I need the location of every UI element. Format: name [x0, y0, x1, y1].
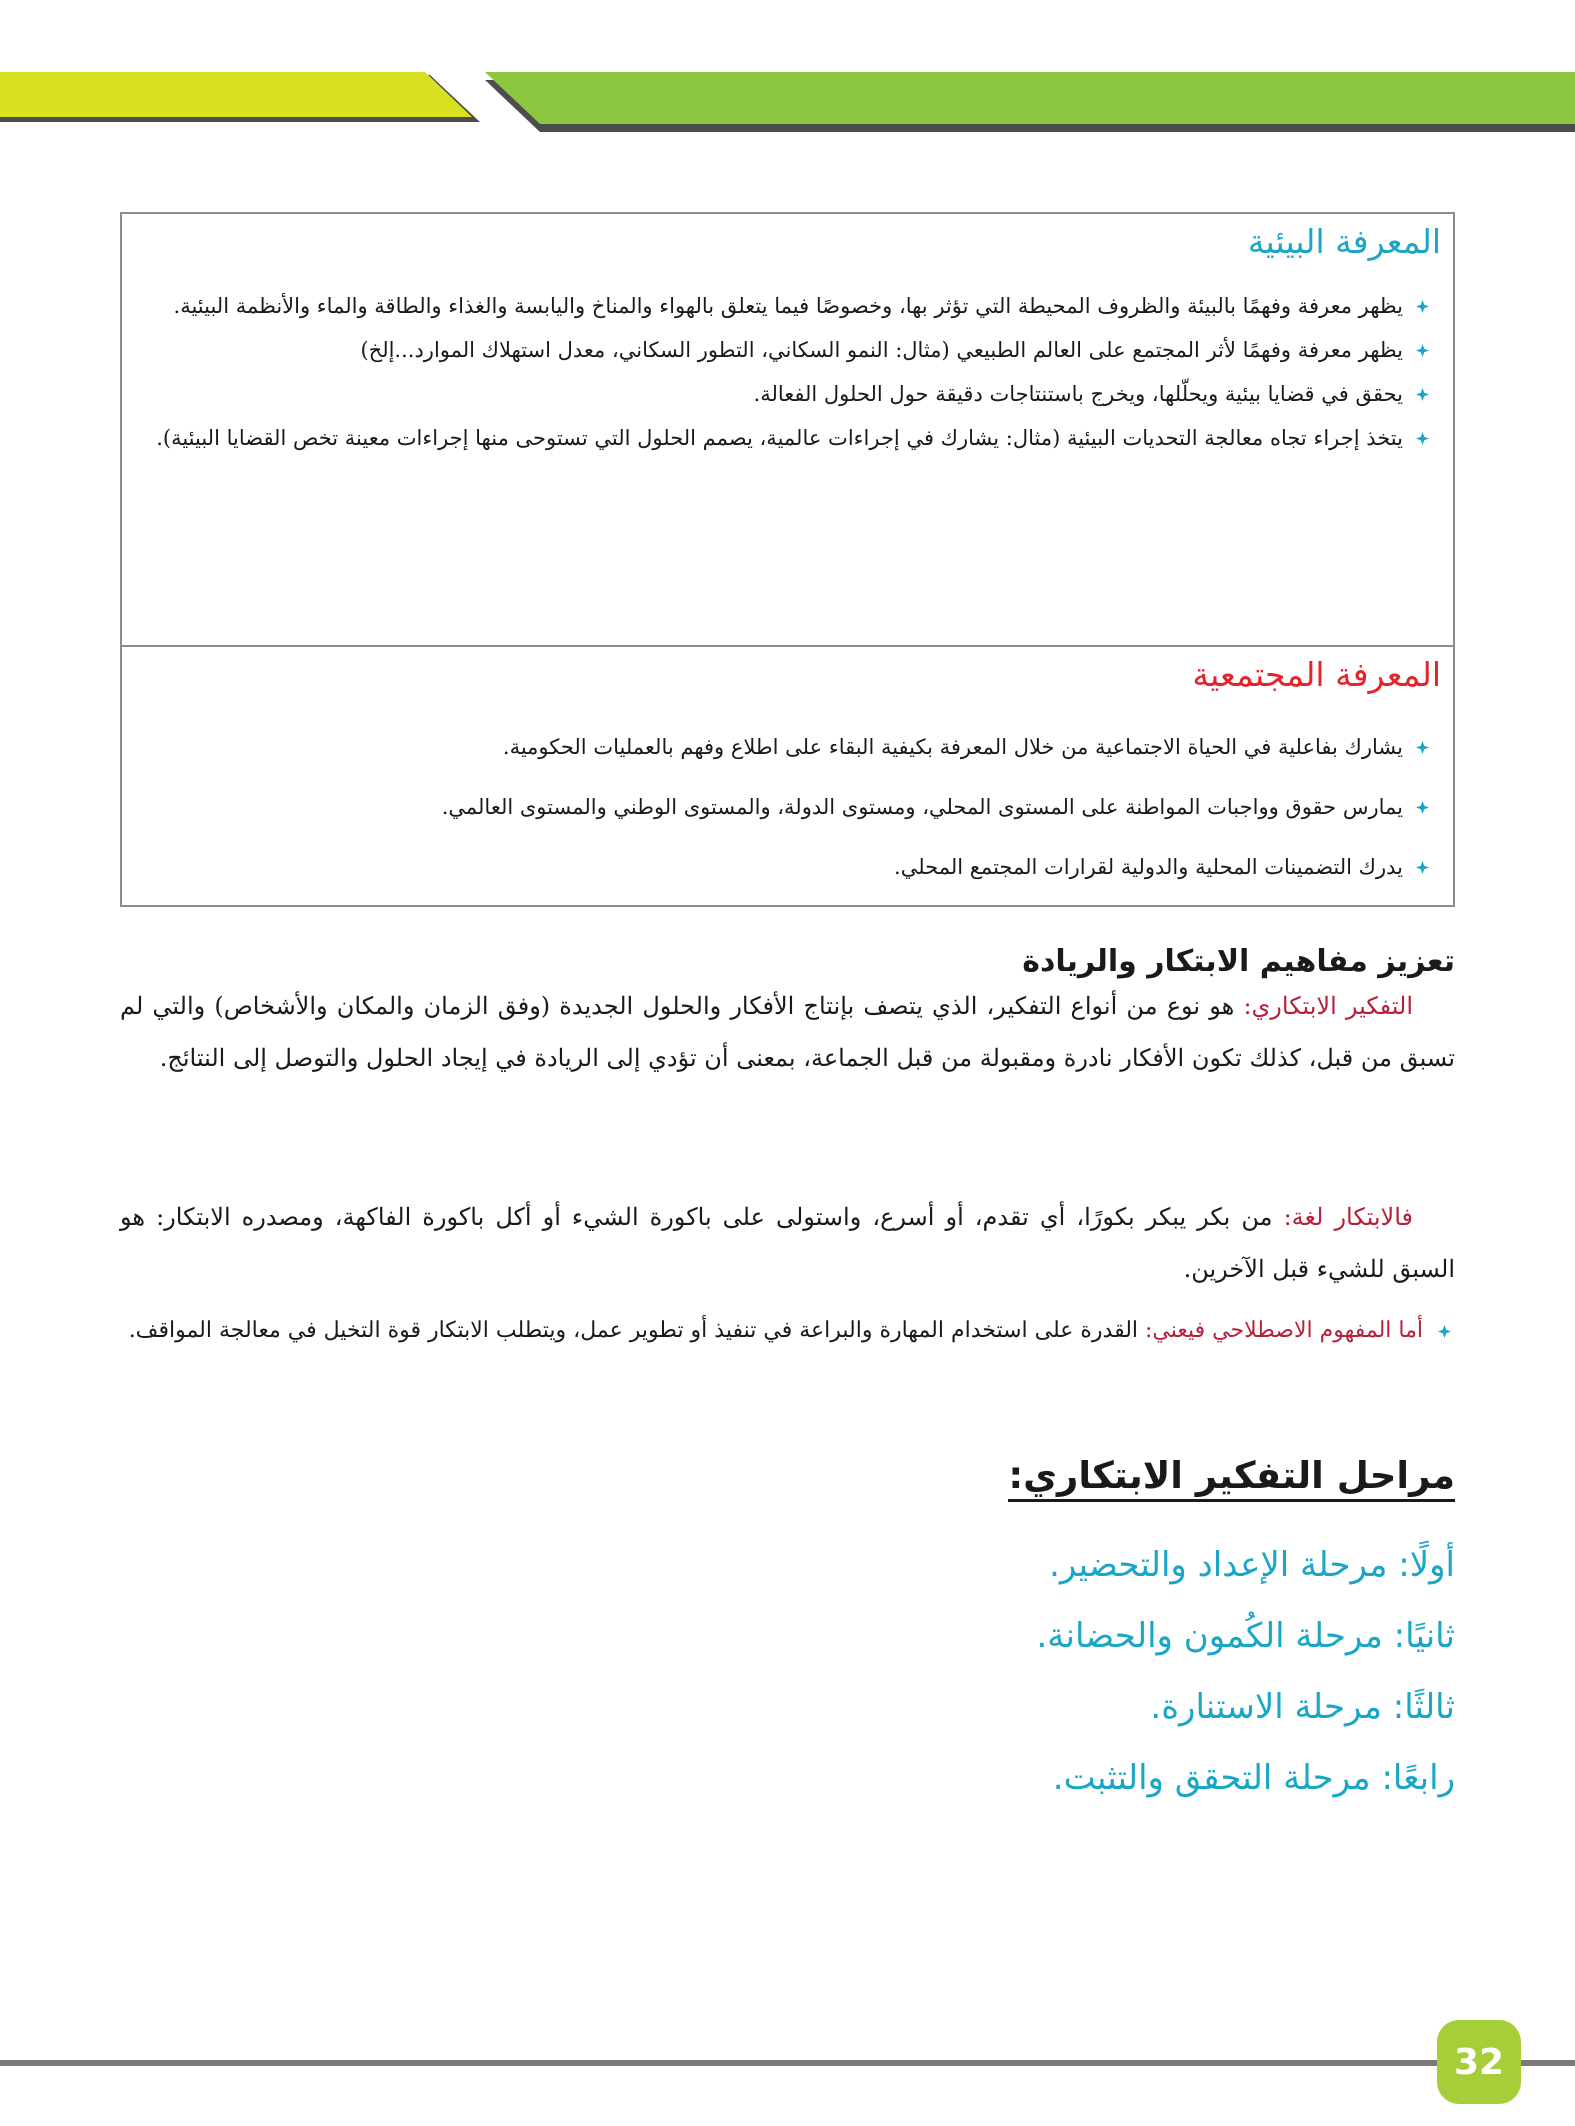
innovation-language-definition: من بكر يبكر بكورًا، أي تقدم، أو أسرع، واستولى على باكورة الشيء أو أكل باكورة الفاكهة، ومصدره الابتكار: هو السبق للشيء قبل الآخرين. — [120, 1203, 1455, 1283]
environmental-knowledge-title: المعرفة البيئية — [1247, 222, 1441, 261]
teal-star-bullet-icon — [1411, 284, 1433, 328]
innovation-language-term: فالابتكار لغة: — [1283, 1203, 1413, 1231]
stage-item: ثالثًا: مرحلة الاستنارة. — [1150, 1687, 1455, 1727]
environmental-knowledge-box — [120, 212, 1455, 647]
list-item-text: يتخذ إجراء تجاه معالجة التحديات البيئية (مثال: يشارك في إجراءات عالمية، يصمم الحلول التي تستوحى منها إجراءات معينة تخص القضايا البيئية). — [156, 426, 1403, 450]
creative-thinking-paragraph — [120, 980, 1455, 1084]
technical-concept-term: أما المفهوم الاصطلاحي فيعني: — [1145, 1318, 1423, 1343]
innovation-language-paragraph — [120, 1191, 1455, 1295]
teal-star-bullet-icon — [1411, 777, 1433, 837]
list-item — [134, 416, 1433, 460]
list-item — [134, 284, 1433, 328]
stages-list — [1036, 1530, 1455, 1814]
teal-star-bullet-icon — [1433, 1308, 1455, 1354]
technical-concept-list — [120, 1308, 1455, 1354]
stage-item: أولًا: مرحلة الإعداد والتحضير. — [1049, 1545, 1455, 1585]
teal-star-bullet-icon — [1411, 328, 1433, 372]
creative-thinking-term: التفكير الابتكاري: — [1243, 992, 1413, 1020]
creative-thinking-definition: هو نوع من أنواع التفكير، الذي يتصف بإنتاج الأفكار والحلول الجديدة (وفق الزمان والمكان والأشخاص) والتي لم تسبق من قبل، كذلك تكون الأفكار نادرة ومقبولة من قبل الجماعة، بمعنى أن تؤدي إلى الريادة في إيجاد الحلول والتوصل إلى النتائج. — [120, 992, 1455, 1072]
list-item-text: يشارك بفاعلية في الحياة الاجتماعية من خلال المعرفة بكيفية البقاء على اطلاع وفهم بالعمليات الحكومية. — [502, 735, 1403, 759]
list-item — [134, 372, 1433, 416]
stage-item: ثانيًا: مرحلة الكُمون والحضانة. — [1036, 1616, 1455, 1656]
innovation-section-title: تعزيز مفاهيم الابتكار والريادة — [1022, 944, 1455, 979]
list-item-text: يدرك التضمينات المحلية والدولية لقرارات المجتمع المحلي. — [894, 855, 1403, 879]
teal-star-bullet-icon — [1411, 416, 1433, 460]
footer-divider — [0, 2060, 1575, 2066]
list-item — [134, 777, 1433, 837]
teal-star-bullet-icon — [1411, 717, 1433, 777]
list-item — [134, 328, 1433, 372]
list-item-text: يحقق في قضايا بيئية ويحلّلها، ويخرج باستنتاجات دقيقة حول الحلول الفعالة. — [753, 382, 1403, 406]
social-knowledge-list — [134, 717, 1433, 897]
top-decorative-band — [0, 0, 1575, 140]
list-item — [134, 717, 1433, 777]
page-number-badge: 32 — [1437, 2020, 1521, 2104]
teal-star-bullet-icon — [1411, 372, 1433, 416]
band-green — [485, 72, 1575, 124]
social-knowledge-box — [120, 645, 1455, 907]
list-item-text: يمارس حقوق وواجبات المواطنة على المستوى المحلي، ومستوى الدولة، والمستوى الوطني والمستوى العالمي. — [441, 795, 1403, 819]
list-item-text: يظهر معرفة وفهمًا بالبيئة والظروف المحيطة التي تؤثر بها، وخصوصًا فيما يتعلق بالهواء والمناخ واليابسة والغذاء والطاقة والماء والأنظمة البيئية. — [173, 294, 1403, 318]
teal-star-bullet-icon — [1411, 837, 1433, 897]
environmental-knowledge-list — [134, 284, 1433, 460]
list-item — [120, 1308, 1455, 1354]
technical-concept-definition: القدرة على استخدام المهارة والبراعة في تنفيذ أو تطوير عمل، ويتطلب الابتكار قوة التخيل في معالجة المواقف. — [128, 1318, 1146, 1343]
stages-title: مراحل التفكير الابتكاري: — [1008, 1454, 1455, 1502]
list-item — [134, 837, 1433, 897]
band-yellow — [0, 72, 472, 117]
list-item-text: يظهر معرفة وفهمًا لأثر المجتمع على العالم الطبيعي (مثال: النمو السكاني، التطور السكاني، معدل استهلاك الموارد...إلخ) — [360, 338, 1403, 362]
stage-item: رابعًا: مرحلة التحقق والتثبت. — [1052, 1758, 1455, 1798]
social-knowledge-title: المعرفة المجتمعية — [1192, 655, 1441, 694]
